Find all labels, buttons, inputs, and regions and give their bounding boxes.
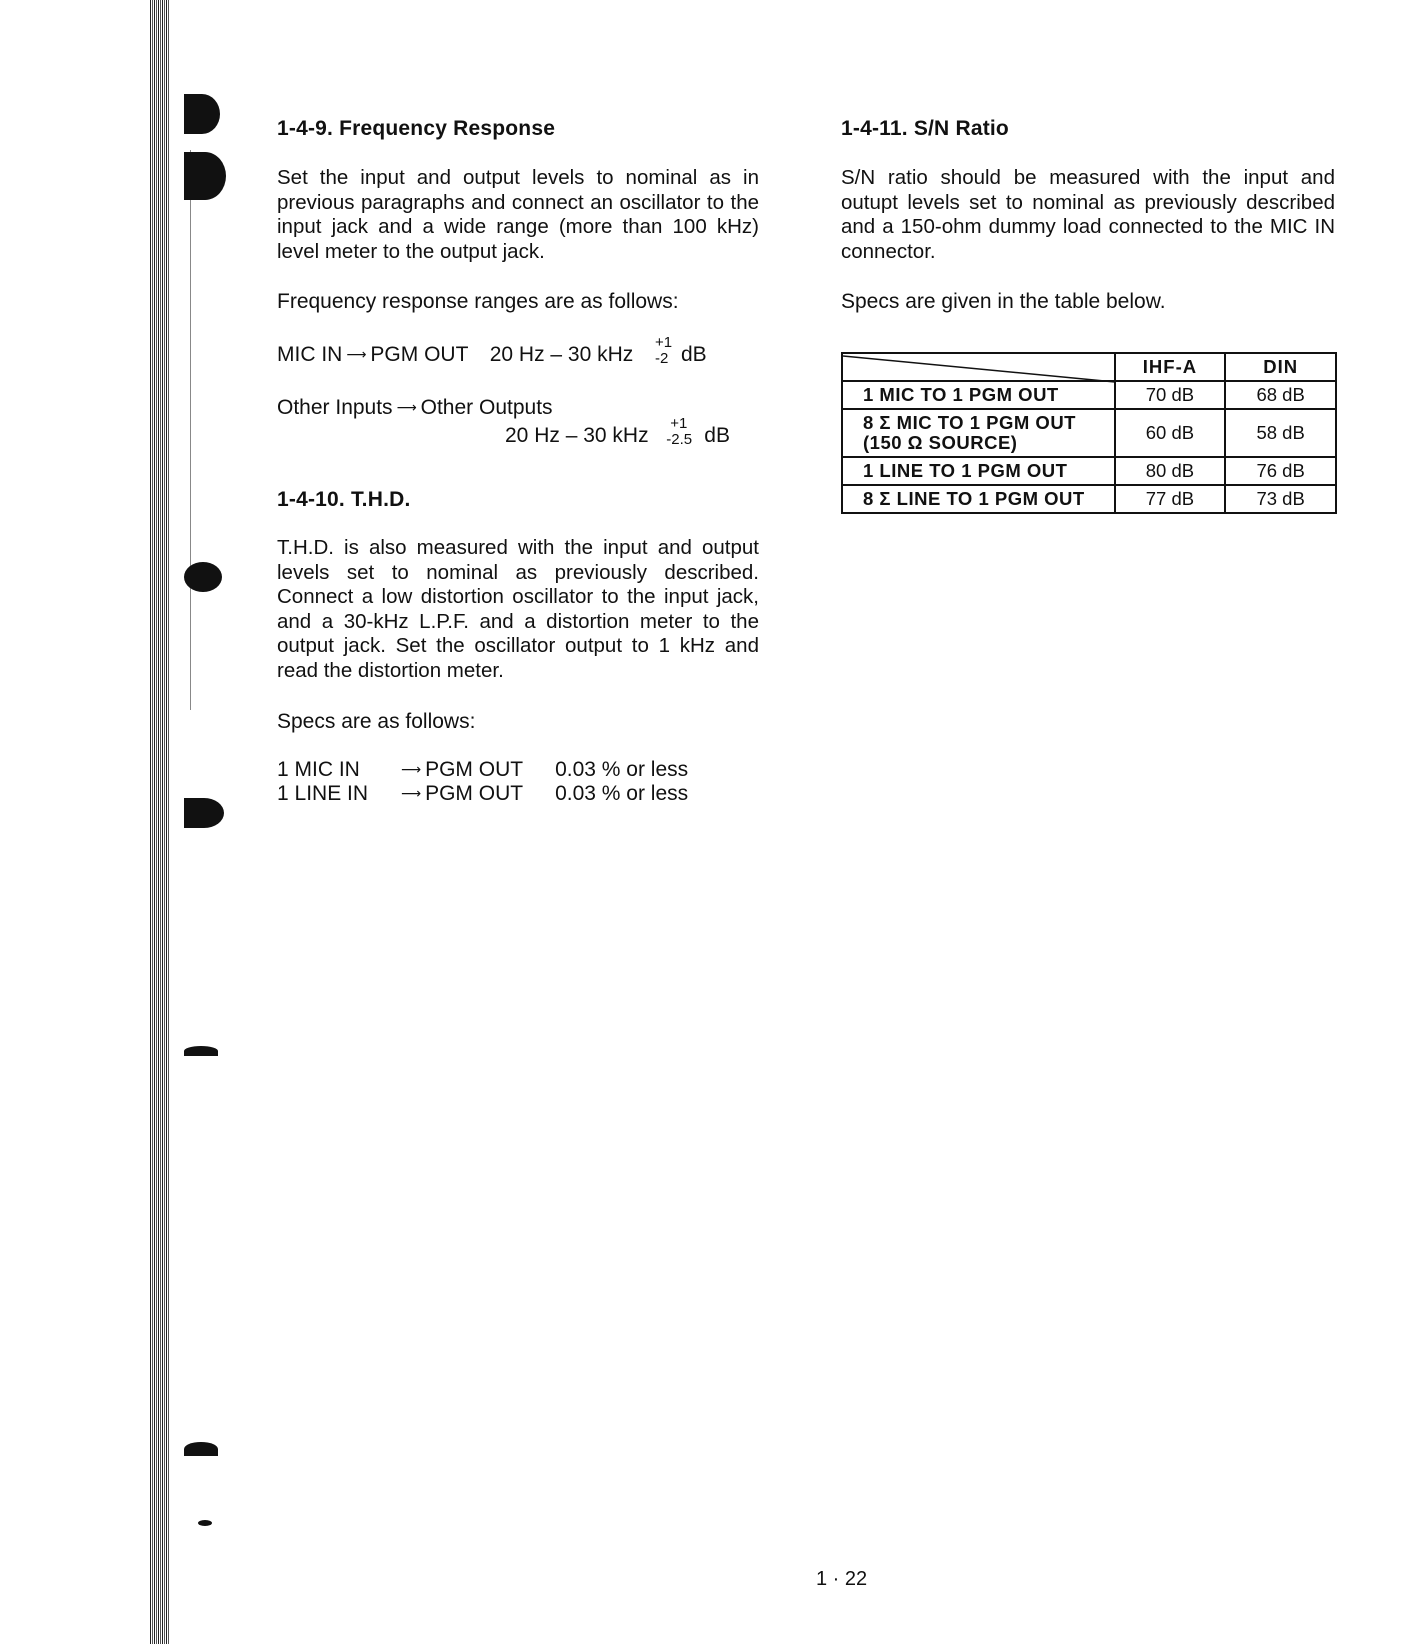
- tolerance-minus: -2: [654, 350, 669, 367]
- punch-hole: [184, 1442, 218, 1456]
- section-title-frequency-response: 1-4-9. Frequency Response: [277, 117, 556, 140]
- unit: dB: [704, 424, 730, 447]
- frequency-response-body: Set the input and output levels to nominal as in previous paragraphs and connect an oscillator to the input jack and a wide range (more than 100 kHz) level meter to the output jack.: [277, 166, 759, 263]
- diagonal-line: [843, 354, 1117, 384]
- arrow-icon: ⟶: [401, 761, 422, 777]
- table-corner-cell: [842, 353, 1115, 381]
- thd-specs-intro: Specs are as follows:: [277, 710, 476, 733]
- path-from: Other Inputs: [277, 396, 393, 419]
- row-label-line1: 8 Σ MIC TO 1 PGM OUT: [863, 412, 1076, 433]
- value-ihfa: 80 dB: [1115, 457, 1226, 485]
- path-from: MIC IN: [277, 343, 343, 366]
- page-number: 1 · 22: [816, 1568, 868, 1590]
- section-title-sn-ratio: 1-4-11. S/N Ratio: [841, 117, 1009, 140]
- table-header-row: [842, 353, 1336, 381]
- thd-spec-row: [277, 782, 688, 806]
- spec-to: PGM OUT: [425, 782, 524, 805]
- sn-table-intro: Specs are given in the table below.: [841, 290, 1166, 313]
- punch-hole: [184, 798, 224, 828]
- punch-hole: [184, 152, 226, 200]
- sheet-edge: [190, 150, 191, 710]
- tolerance-plus: +1: [654, 334, 673, 351]
- frequency-row-other-range: [505, 415, 730, 448]
- row-label-line2: (150 Ω SOURCE): [863, 432, 1018, 453]
- table-row: [842, 457, 1336, 485]
- table-row: [842, 485, 1336, 513]
- spec-value: 0.03 % or less: [555, 782, 689, 805]
- spec-from: 1 LINE IN: [277, 782, 369, 805]
- row-label: [842, 409, 1115, 457]
- table-header-din: DIN: [1225, 353, 1336, 381]
- arrow-icon: ⟶: [346, 346, 367, 362]
- punch-hole: [198, 1520, 212, 1526]
- spec-value: 0.03 % or less: [555, 758, 689, 781]
- table-row: [842, 409, 1336, 457]
- value-din: 73 dB: [1225, 485, 1336, 513]
- value-din: 58 dB: [1225, 409, 1336, 457]
- row-label: 8 Σ LINE TO 1 PGM OUT: [842, 485, 1115, 513]
- spec-from: 1 MIC IN: [277, 758, 360, 781]
- frequency-row-other-inputs: [277, 396, 553, 420]
- thd-body: T.H.D. is also measured with the input and output levels set to nominal as previously described. Connect a low distortion oscillator to the input jack, and a 30-kHz L.P.F. and a distortion meter to the output jack. Set the oscillator output to 1 kHz and read the distortion meter.: [277, 536, 759, 682]
- punch-hole: [184, 94, 220, 134]
- frequency-range: 20 Hz – 30 kHz: [505, 424, 649, 447]
- punch-hole: [184, 562, 222, 592]
- section-title-thd: 1-4-10. T.H.D.: [277, 488, 411, 511]
- tolerance-minus: -2.5: [666, 431, 693, 448]
- row-label: 1 MIC TO 1 PGM OUT: [842, 381, 1115, 409]
- value-ihfa: 70 dB: [1115, 381, 1226, 409]
- arrow-icon: ⟶: [401, 785, 422, 801]
- frequency-row-mic: [277, 334, 707, 367]
- punch-hole: [184, 1046, 218, 1056]
- tolerance-plus: +1: [670, 415, 688, 432]
- unit: dB: [680, 343, 707, 366]
- arrow-icon: ⟶: [396, 399, 417, 415]
- value-din: 76 dB: [1225, 457, 1336, 485]
- thd-spec-row: [277, 758, 688, 782]
- frequency-range: 20 Hz – 30 kHz: [489, 343, 634, 366]
- binder-edge: [150, 0, 170, 1644]
- tolerance: [666, 415, 704, 448]
- path-to: PGM OUT: [370, 343, 469, 366]
- value-ihfa: 77 dB: [1115, 485, 1226, 513]
- spec-to: PGM OUT: [425, 758, 524, 781]
- tolerance: [651, 334, 681, 367]
- table-header-ihfa: IHF-A: [1115, 353, 1226, 381]
- frequency-ranges-intro: Frequency response ranges are as follows:: [277, 290, 679, 313]
- row-label: 1 LINE TO 1 PGM OUT: [842, 457, 1115, 485]
- value-ihfa: 60 dB: [1115, 409, 1226, 457]
- path-to: Other Outputs: [420, 396, 553, 419]
- sn-ratio-body: S/N ratio should be measured with the input and outupt levels set to nominal as previously described and a 150-ohm dummy load connected to the MIC IN connector.: [841, 166, 1335, 263]
- value-din: 68 dB: [1225, 381, 1336, 409]
- table-row: [842, 381, 1336, 409]
- sn-ratio-table: [841, 352, 1337, 514]
